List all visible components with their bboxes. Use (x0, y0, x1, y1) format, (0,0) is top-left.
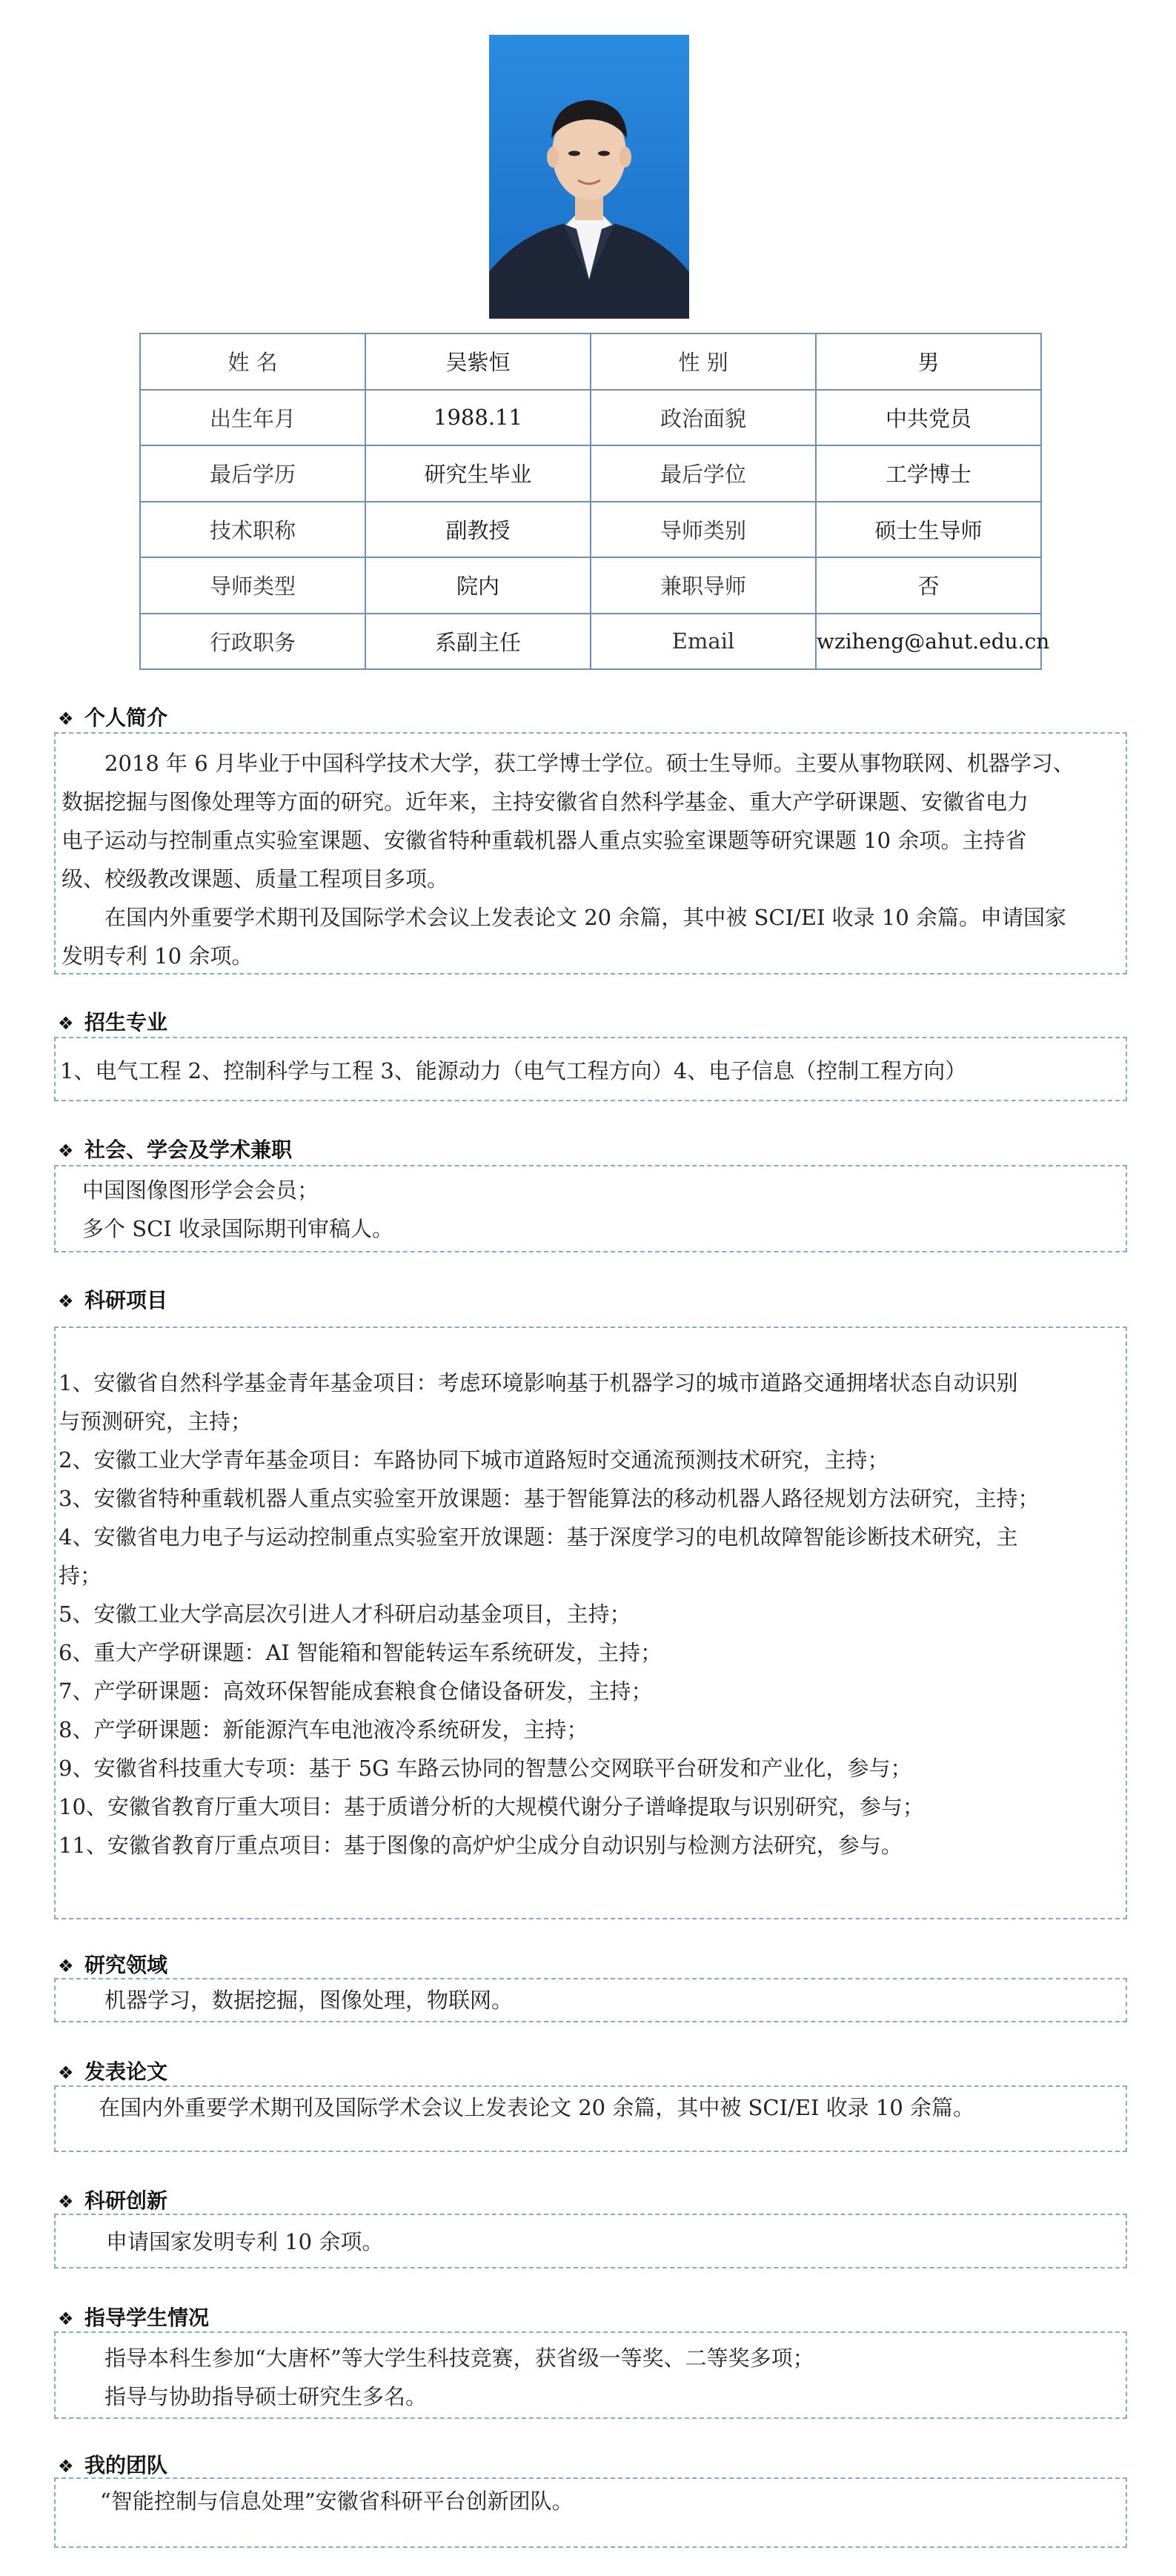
society-box (54, 1165, 1127, 1252)
society-line: 中国图像图形学会会员； (82, 1178, 319, 1203)
profile-photo (489, 35, 689, 319)
intro-box (54, 732, 1127, 975)
section-title-team: ❖ 我的团队 (58, 2453, 168, 2477)
table-row (140, 614, 1041, 670)
table-row (140, 557, 1041, 614)
section-title-innovation: ❖ 科研创新 (58, 2188, 168, 2213)
project-item: 8、产学研课题：新能源汽车电池液冷系统研发，主持； (59, 1717, 588, 1742)
students-box (54, 2331, 1127, 2419)
project-item: 3、安徽省特种重载机器人重点实验室开放课题：基于智能算法的移动机器人路径规划方法研究，主持； (59, 1486, 1040, 1511)
section-title-fields: ❖ 研究领域 (58, 1953, 168, 1977)
project-item: 1、安徽省自然科学基金青年基金项目：考虑环境影响基于机器学习的城市道路交通拥堵状态自动识别 (59, 1370, 1018, 1395)
table-cell: 研究生毕业 (365, 445, 591, 502)
team-text: “智能控制与信息处理”安徽省科研平台创新团队。 (100, 2489, 574, 2514)
majors-text: 1、电气工程 2、控制科学与工程 3、能源动力（电气工程方向）4、电子信息（控制工程方向） (60, 1058, 967, 1083)
intro-line: 电子运动与控制重点实验室课题、安徽省特种重载机器人重点实验室课题等研究课题 10 余项。主持省 (62, 828, 1027, 853)
intro-line: 数据挖掘与图像处理等方面的研究。近年来，主持安徽省自然科学基金、重大产学研课题、安徽省电力 (62, 789, 1029, 814)
section-title-intro: ❖ 个人简介 (58, 706, 168, 730)
students-line: 指导与协助指导硕士研究生多名。 (104, 2384, 428, 2409)
profile-table (139, 333, 1050, 670)
table-cell: 最后学位 (591, 445, 816, 502)
project-item: 6、重大产学研课题：AI 智能箱和智能转运车系统研发，主持； (59, 1640, 662, 1665)
table-row (140, 502, 1041, 558)
section-title-projects: ❖ 科研项目 (58, 1288, 168, 1312)
team-box (54, 2477, 1127, 2548)
table-cell: 导师类别 (591, 502, 816, 558)
project-item: 10、安徽省教育厅重大项目：基于质谱分析的大规模代谢分子谱峰提取与识别研究，参与； (59, 1794, 924, 1819)
table-cell: 副教授 (365, 502, 591, 558)
intro-line: 在国内外重要学术期刊及国际学术会议上发表论文 20 余篇，其中被 SCI/EI 收录 10 余篇。申请国家 (104, 905, 1067, 930)
table-cell: Email (591, 614, 816, 670)
fields-box (54, 1978, 1127, 2022)
project-item: 11、安徽省教育厅重点项目：基于图像的高炉炉尘成分自动识别与检测方法研究，参与。 (59, 1833, 903, 1858)
table-cell: 系副主任 (365, 614, 591, 670)
section-title-majors: ❖ 招生专业 (58, 1010, 168, 1035)
section-title-society: ❖ 社会、学会及学术兼职 (58, 1138, 293, 1162)
table-cell: 行政职务 (140, 614, 365, 670)
diamond-bullet-icon: ❖ (58, 1141, 74, 1161)
diamond-bullet-icon: ❖ (58, 1956, 74, 1976)
diamond-bullet-icon: ❖ (58, 2191, 74, 2212)
project-item: 持； (59, 1563, 102, 1588)
innovation-text: 申请国家发明专利 10 余项。 (106, 2229, 384, 2254)
table-row (140, 390, 1041, 446)
diamond-bullet-icon: ❖ (58, 2456, 74, 2477)
project-item: 7、产学研课题：高效环保智能成套粮食仓储设备研发，主持； (59, 1679, 653, 1704)
table-cell: 男 (816, 333, 1041, 390)
table-cell: 最后学历 (140, 445, 365, 502)
table-cell: 吴紫恒 (365, 333, 591, 390)
intro-line: 级、校级教改课题、质量工程项目多项。 (62, 866, 449, 892)
project-item: 4、安徽省电力电子与运动控制重点实验室开放课题：基于深度学习的电机故障智能诊断技术研究，主 (59, 1524, 1018, 1550)
table-cell: 技术职称 (140, 502, 365, 558)
diamond-bullet-icon: ❖ (58, 1013, 74, 1034)
project-item: 9、安徽省科技重大专项：基于 5G 车路云协同的智慧公交网联平台研发和产业化，参与； (59, 1756, 912, 1781)
fields-text: 机器学习，数据挖掘，图像处理，物联网。 (104, 1988, 514, 2013)
majors-box (54, 1037, 1127, 1101)
diamond-bullet-icon: ❖ (58, 708, 74, 729)
table-row (140, 333, 1041, 390)
project-item: 2、安徽工业大学青年基金项目：车路协同下城市道路短时交通流预测技术研究，主持； (59, 1447, 889, 1473)
table-cell: 姓 名 (140, 333, 365, 390)
table-cell: 否 (816, 557, 1041, 614)
table-cell: 工学博士 (816, 445, 1041, 502)
table-cell: 院内 (365, 557, 591, 614)
papers-text: 在国内外重要学术期刊及国际学术会议上发表论文 20 余篇，其中被 SCI/EI 收录 10 余篇。 (99, 2095, 975, 2120)
innovation-box (54, 2214, 1127, 2268)
email-value: wziheng@ahut.edu.cn (816, 614, 1041, 670)
project-item: 5、安徽工业大学高层次引进人才科研启动基金项目，主持； (59, 1601, 631, 1627)
table-cell: 1988.11 (365, 390, 591, 446)
intro-line: 2018 年 6 月毕业于中国科学技术大学，获工学博士学位。硕士生导师。主要从事物联网、机器学习、 (104, 751, 1074, 776)
diamond-bullet-icon: ❖ (58, 1291, 74, 1312)
intro-line: 发明专利 10 余项。 (62, 943, 253, 969)
table-cell: 政治面貌 (591, 390, 816, 446)
diamond-bullet-icon: ❖ (58, 2062, 74, 2083)
papers-box (54, 2085, 1127, 2152)
section-title-students: ❖ 指导学生情况 (58, 2306, 210, 2330)
section-title-papers: ❖ 发表论文 (58, 2059, 168, 2084)
table-cell: 性 别 (591, 333, 816, 390)
society-line: 多个 SCI 收录国际期刊审稿人。 (82, 1216, 393, 1241)
table-row (140, 445, 1041, 502)
project-item: 与预测研究，主持； (59, 1409, 253, 1434)
table-cell: 中共党员 (816, 390, 1041, 446)
table-cell: 兼职导师 (591, 557, 816, 614)
table-cell: 导师类型 (140, 557, 365, 614)
projects-box (54, 1327, 1127, 1919)
table-cell: 出生年月 (140, 390, 365, 446)
diamond-bullet-icon: ❖ (58, 2308, 74, 2329)
table-cell: 硕士生导师 (816, 502, 1041, 558)
students-line: 指导本科生参加“大唐杯”等大学生科技竞赛，获省级一等奖、二等奖多项； (104, 2346, 814, 2371)
